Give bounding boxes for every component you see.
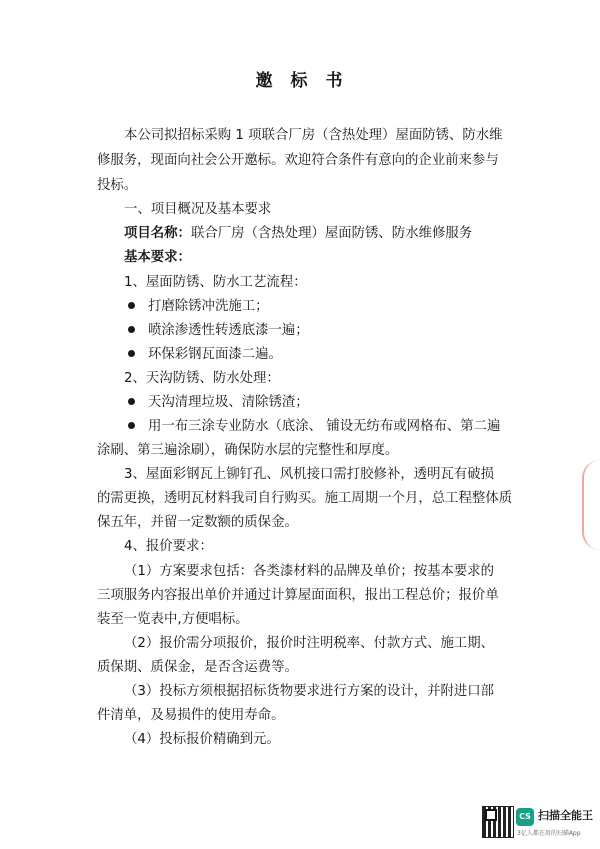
intro-line-1: 本公司拟招标采购 1 项联合厂房（含热处理）屋面防锈、防水维 [124, 128, 503, 143]
intro-line-2: 修服务，现面向社会公开邀标。欢迎符合条件有意向的企业前来参与 [97, 153, 499, 168]
document-title: 邀 标 书 [255, 71, 345, 91]
quote2-line-2: 质保期、质保金，是否含运费等。 [97, 660, 298, 675]
project-name-label: 项目名称： [124, 226, 191, 241]
bullet-icon [128, 398, 135, 405]
quote1-line-3: 装至一览表中,方便唱标。 [97, 612, 249, 627]
camscanner-logo-icon: CS [516, 808, 534, 826]
req1-bullet-1: 打磨除锈冲洗施工； [148, 299, 269, 314]
intro-line-3: 投标。 [97, 178, 138, 193]
project-name-row [124, 225, 472, 243]
bullet-icon [128, 350, 135, 357]
req4-heading: 4、报价要求： [124, 539, 213, 554]
basic-requirements-label: 基本要求： [124, 250, 191, 265]
quote1-line-1: （1）方案要求包括：各类漆材料的品牌及单价；按基本要求的 [124, 564, 495, 579]
bullet-icon [128, 302, 135, 309]
req2-continuation: 涂刷、第三遍涂刷），确保防水层的完整性和厚度。 [97, 443, 399, 458]
seal-stamp-edge [582, 460, 600, 550]
scanner-app-name: 扫描全能王 [538, 809, 593, 822]
quote1-line-2: 三项服务内容报出单价并通过计算屋面面积，报出工程总价；报价单 [97, 588, 499, 603]
req3-line-1: 3、屋面彩钢瓦上铆钉孔、风机接口需打胶修补，透明瓦有破损 [124, 467, 495, 482]
quote2-line-1: （2）报价需分项报价，报价时注明税率、付款方式、施工期、 [124, 636, 495, 651]
quote3-line-2: 件清单，及易损件的使用寿命。 [97, 708, 285, 723]
qr-code-icon [482, 806, 514, 838]
req2-bullet-1: 天沟清理垃圾、清除锈渣； [148, 395, 309, 410]
req1-bullet-2: 喷涂渗透性转透底漆一遍； [148, 323, 309, 338]
bullet-icon [128, 326, 135, 333]
req3-line-2: 的需更换，透明瓦材料我司自行购买。施工周期一个月，总工程整体质 [97, 491, 513, 506]
req2-bullet-2: 用一布三涂专业防水（底涂、 铺设无纺布或网格布、第二遍 [148, 419, 501, 434]
scanner-app-tagline: 3亿人都在用的扫描App [517, 830, 581, 837]
req1-bullet-3: 环保彩钢瓦面漆二遍。 [148, 347, 282, 362]
section1-heading: 一、项目概况及基本要求 [124, 202, 272, 217]
req2-heading: 2、天沟防锈、防水处理： [124, 371, 280, 386]
project-name-value: 联合厂房（含热处理）屋面防锈、防水维修服务 [190, 226, 473, 241]
quote3-line-1: （3）投标方须根据招标货物要求进行方案的设计，并附进口部 [124, 684, 495, 699]
req1-heading: 1、屋面防锈、防水工艺流程： [124, 275, 307, 290]
quote4-line: （4）投标报价精确到元。 [124, 732, 280, 747]
req3-line-3: 保五年，并留一定数额的质保金。 [97, 515, 298, 530]
bullet-icon [128, 422, 135, 429]
